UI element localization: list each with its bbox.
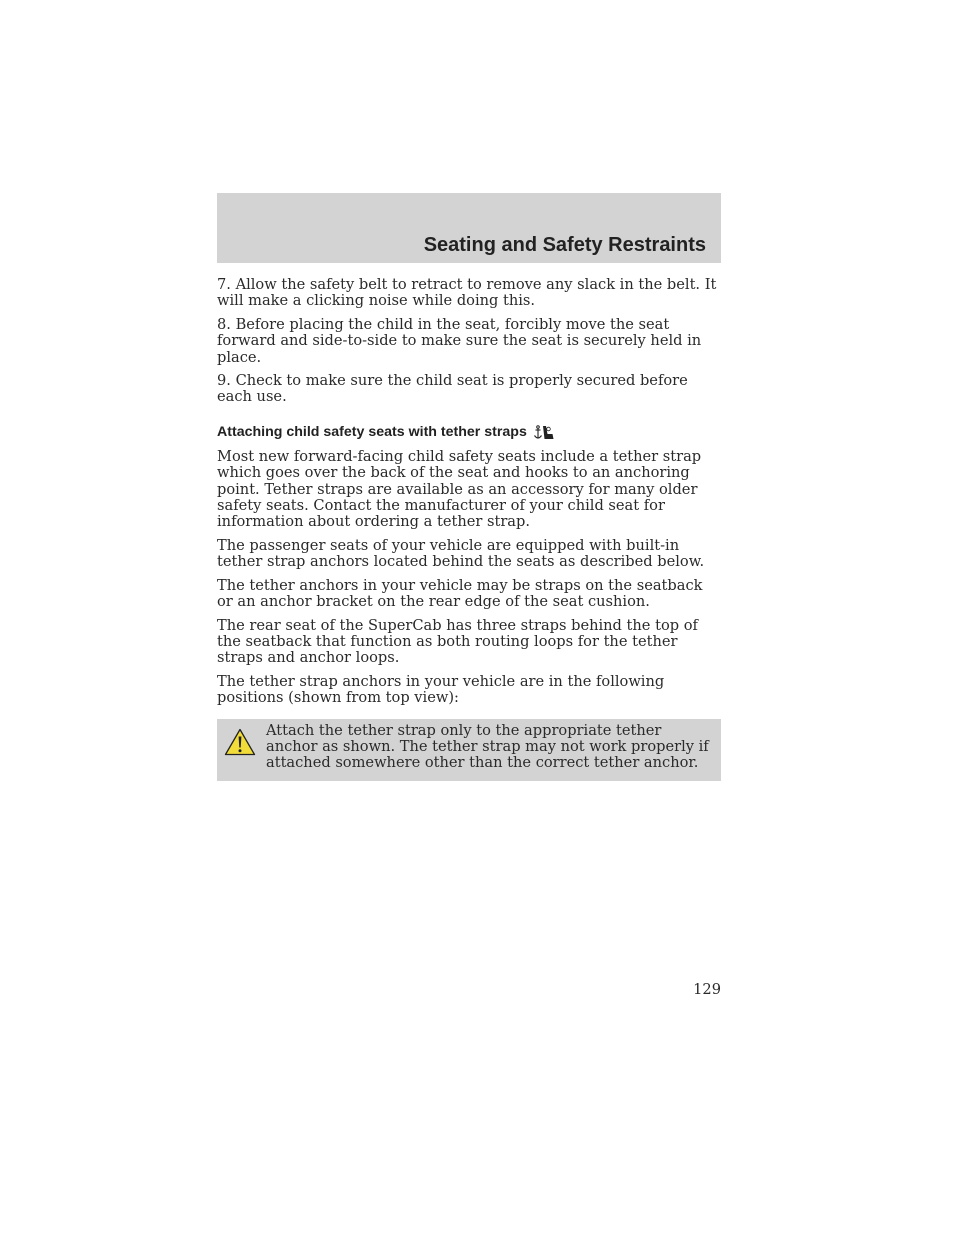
page-content [217,277,721,781]
tether-paragraph-3: The tether anchors in your vehicle may be straps on the seatback or an anchor bracket on the rear edge of the seat cushion. [217,576,703,611]
tether-paragraph-5: The tether strap anchors in your vehicle are in the following positions (shown from top view): [217,672,665,707]
tether-section-heading-text: Attaching child safety seats with tether straps [217,423,527,440]
step-9: 9. Check to make sure the child seat is properly secured before each use. [217,372,688,406]
tether-section-heading [217,423,721,442]
section-header-band [217,193,721,263]
warning-triangle-icon [224,728,256,756]
tether-paragraph-4: The rear seat of the SuperCab has three straps behind the top of the seatback that function as both routing loops for the tether straps and anchor loops. [217,616,698,667]
step-7: 7. Allow the safety belt to retract to remove any slack in the belt. It will make a clicking noise while doing this. [217,276,717,310]
step-8: 8. Before placing the child in the seat, forcibly move the seat forward and side-to-side to make sure the seat is securely held in place. [217,315,702,366]
page-number: 129 [693,981,721,998]
tether-paragraph-1: Most new forward-facing child safety seats include a tether strap which goes over the back of the seat and hooks to an anchoring point. Tether straps are available as an accessory for many older safety seats. Contact the manufacturer of your child seat for information about ordering a tether strap. [217,447,702,531]
warning-box [217,719,721,781]
warning-text: Attach the tether strap only to the appropriate tether anchor as shown. The tether strap may not work properly if attached somewhere other than the correct tether anchor. [266,721,709,772]
tether-paragraph-2: The passenger seats of your vehicle are equipped with built-in tether strap anchors located behind the seats as described below. [217,536,705,571]
section-title: Seating and Safety Restraints [423,234,706,256]
tether-anchor-icon [533,423,555,441]
